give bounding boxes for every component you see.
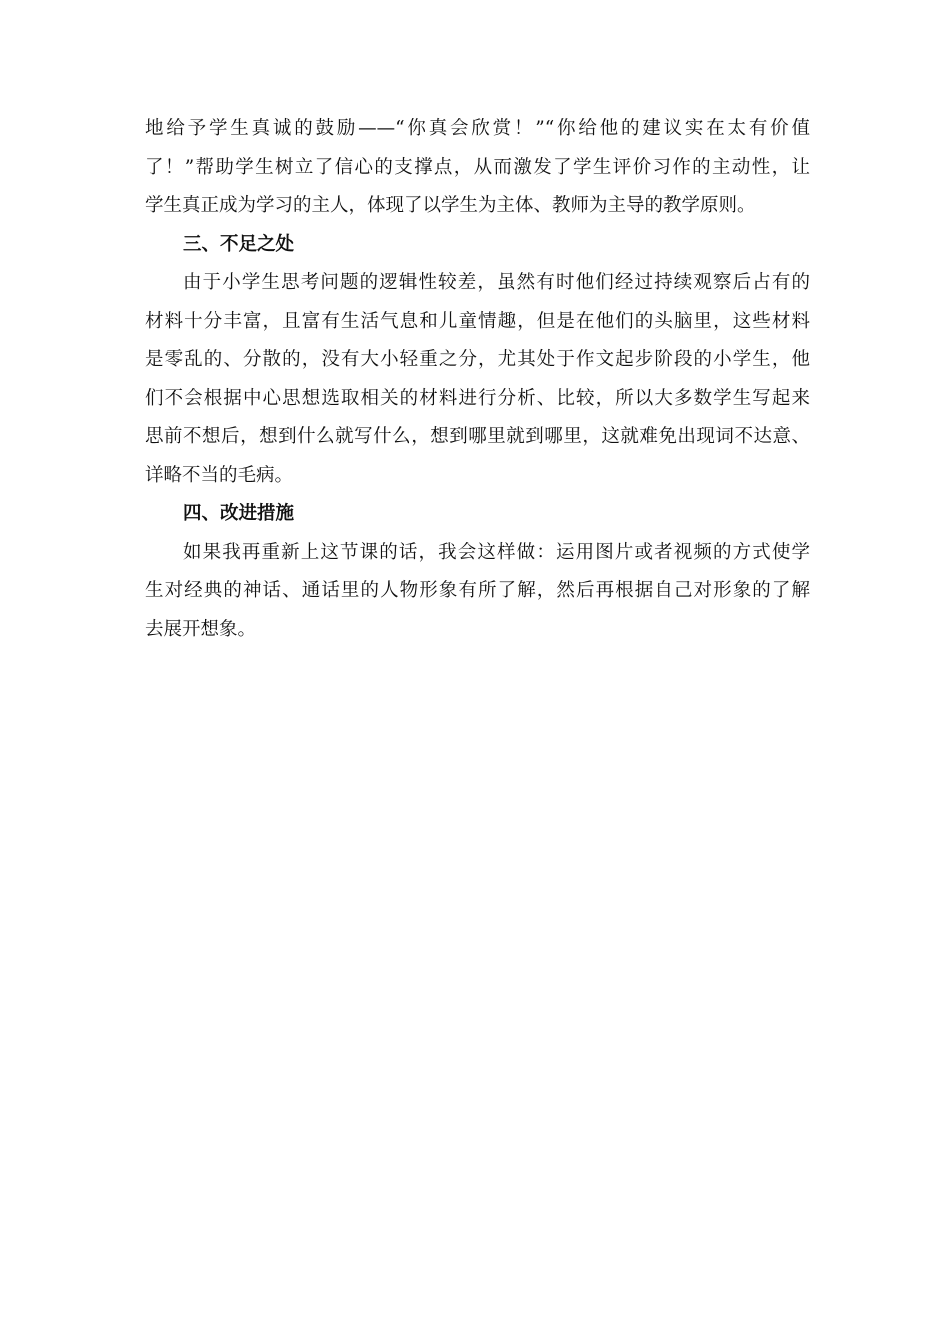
section-heading-improvements: 四、改进措施	[183, 503, 295, 524]
text-line: 们不会根据中心思想选取相关的材料进行分析、比较，所以大多数学生写起来	[145, 387, 810, 409]
paragraph-evaluation-encouragement	[145, 110, 810, 226]
text-line: 了！”帮助学生树立了信心的支撑点，从而激发了学生评价习作的主动性，让	[145, 156, 810, 178]
text-line: 由于小学生思考问题的逻辑性较差，虽然有时他们经过持续观察后占有的	[183, 272, 810, 293]
section-heading-shortcomings: 三、不足之处	[183, 233, 295, 255]
text-line: 材料十分丰富，且富有生活气息和儿童情趣，但是在他们的头脑里，这些材料	[145, 310, 810, 332]
paragraph-shortcomings	[145, 264, 810, 495]
text-line: 学生真正成为学习的主人，体现了以学生为主体、教师为主导的教学原则。	[145, 195, 756, 216]
paragraph-improvements	[145, 534, 810, 650]
text-line: 地给予学生真诚的鼓励——“你真会欣赏！”“你给他的建议实在太有价值	[145, 118, 810, 139]
text-line: 思前不想后，想到什么就写什么，想到哪里就到哪里，这就难免出现词不达意、	[145, 426, 810, 447]
text-line: 是零乱的、分散的，没有大小轻重之分，尤其处于作文起步阶段的小学生，他	[145, 349, 810, 370]
text-line: 生对经典的神话、通话里的人物形象有所了解，然后再根据自己对形象的了解	[145, 580, 810, 601]
text-line: 详略不当的毛病。	[145, 464, 294, 486]
document-body	[145, 110, 810, 649]
text-line: 去展开想象。	[145, 618, 257, 640]
text-line: 如果我再重新上这节课的话，我会这样做：运用图片或者视频的方式使学	[183, 541, 810, 563]
